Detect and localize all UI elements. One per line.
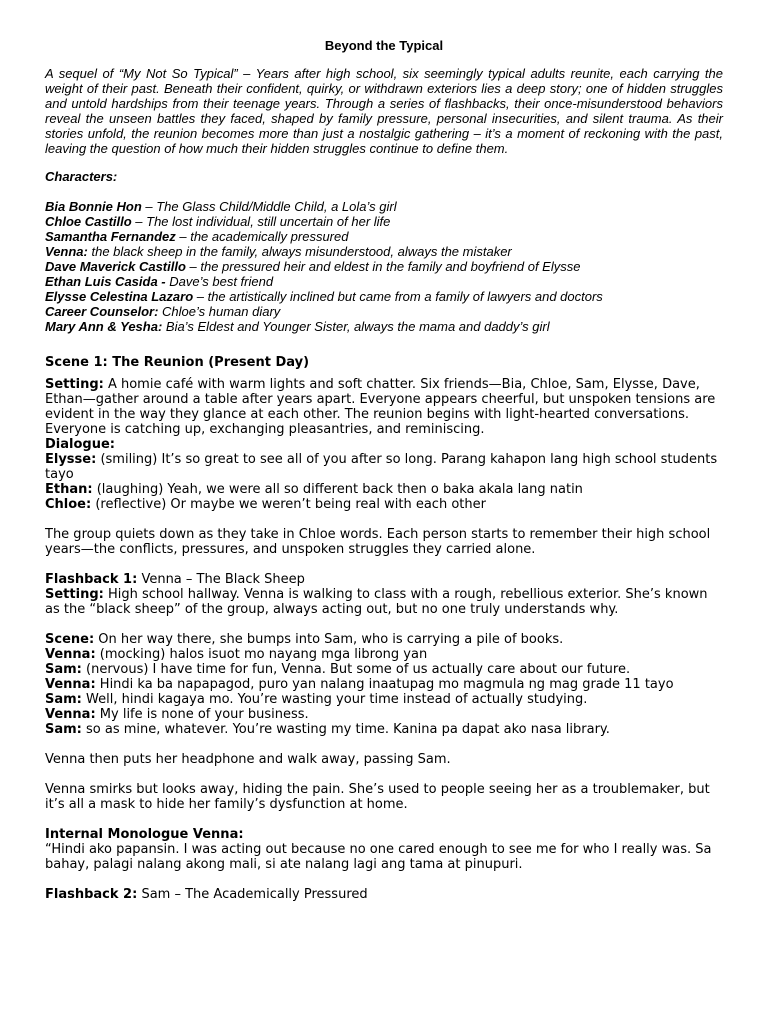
line-text: Well, hindi kagaya mo. You’re wasting your time instead of actually studying.	[81, 692, 588, 707]
character-item	[45, 274, 723, 289]
spacer	[45, 512, 723, 527]
character-desc: Bia’s Eldest and Younger Sister, always the mama and daddy’s girl	[162, 319, 550, 334]
character-desc: the black sheep in the family, always misunderstood, always the mistaker	[87, 244, 512, 259]
flashback-label: Flashback 1:	[45, 572, 138, 587]
character-name: Samantha Fernandez	[45, 229, 176, 244]
speaker: Sam:	[45, 722, 82, 737]
flashback-title: Venna – The Black Sheep	[137, 572, 305, 587]
character-item	[45, 259, 723, 274]
scene1-narration: The group quiets down as they take in Chloe words. Each person starts to remember their high school years—the conflicts, pressures, and unspoken struggles they carried alone.	[45, 527, 711, 557]
character-desc: – The lost individual, still uncertain of her life	[131, 214, 391, 229]
flashback1-narration-2: Venna smirks but looks away, hiding the pain. She’s used to people seeing her as a troublemaker, but it’s all a mask to hide her family’s dysfunction at home.	[45, 782, 710, 812]
character-item	[45, 244, 723, 259]
character-item	[45, 229, 723, 244]
dialogue-line	[45, 692, 723, 707]
scene1-heading: Scene 1: The Reunion (Present Day)	[45, 355, 310, 370]
speaker: Chloe:	[45, 497, 92, 512]
dialogue-label: Dialogue:	[45, 437, 115, 452]
speaker: Sam:	[45, 692, 82, 707]
line-text: My life is none of your business.	[95, 707, 309, 722]
spacer	[45, 872, 723, 887]
flashback1-scene	[45, 632, 723, 647]
character-name: Chloe Castillo	[45, 214, 132, 229]
dialogue-line	[45, 647, 723, 662]
dialogue-line	[45, 482, 723, 497]
character-item	[45, 289, 723, 304]
script-body	[45, 355, 723, 902]
dialogue-line	[45, 452, 723, 482]
spacer	[45, 370, 723, 377]
monologue-label: Internal Monologue Venna:	[45, 827, 244, 842]
speaker: Ethan:	[45, 482, 93, 497]
speaker: Venna:	[45, 677, 96, 692]
line-text: (laughing) Yeah, we were all so different back then o baka akala lang natin	[92, 482, 583, 497]
character-desc: – The Glass Child/Middle Child, a Lola’s girl	[141, 199, 397, 214]
spacer	[45, 557, 723, 572]
speaker: Elysse:	[45, 452, 97, 467]
flashback1-heading	[45, 572, 723, 587]
setting-label: Setting:	[45, 587, 104, 602]
character-name: Dave Maverick Castillo	[45, 259, 186, 274]
line-text: (nervous) I have time for fun, Venna. But some of us actually care about our future.	[81, 662, 631, 677]
character-list	[45, 199, 723, 334]
character-name: Bia Bonnie Hon	[45, 199, 142, 214]
scene1-setting	[45, 377, 723, 437]
document-title: Beyond the Typical	[324, 38, 444, 53]
character-name: Elysse Celestina Lazaro	[45, 289, 194, 304]
scene-text: On her way there, she bumps into Sam, who is carrying a pile of books.	[94, 632, 564, 647]
spacer	[45, 617, 723, 632]
setting-text: A homie café with warm lights and soft chatter. Six friends—Bia, Chloe, Sam, Elysse, Dave, Ethan—gather around a table after years apart. Everyone appears cheerful, but unspoken tensions are evident in the way they glance at each other. The reunion begins with light-hearted conversations. Everyone is catching up, exchanging pleasantries, and reminiscing.	[45, 377, 716, 437]
character-desc: Dave’s best friend	[165, 274, 274, 289]
character-item	[45, 319, 723, 334]
dialogue-line	[45, 707, 723, 722]
characters-heading: Characters:	[45, 169, 118, 184]
spacer	[45, 737, 723, 752]
character-desc: – the academically pressured	[175, 229, 349, 244]
character-name: Venna:	[45, 244, 88, 259]
line-text: (mocking) halos isuot mo nayang mga librong yan	[95, 647, 428, 662]
setting-label: Setting:	[45, 377, 104, 392]
document-body	[45, 38, 723, 902]
flashback-title: Sam – The Academically Pressured	[137, 887, 368, 902]
character-item	[45, 304, 723, 319]
speaker: Venna:	[45, 647, 96, 662]
spacer	[45, 334, 723, 355]
line-text: so as mine, whatever. You’re wasting my time. Kanina pa dapat ako nasa library.	[81, 722, 610, 737]
speaker: Sam:	[45, 662, 82, 677]
flashback-label: Flashback 2:	[45, 887, 138, 902]
line-text: (reflective) Or maybe we weren’t being real with each other	[91, 497, 486, 512]
character-item	[45, 214, 723, 229]
flashback2-heading	[45, 887, 723, 902]
monologue-text: “Hindi ako papansin. I was acting out because no one cared enough to see me for who I really was. Sa bahay, palagi nalang akong mali, si ate nalang lagi ang tama at pinupuri.	[45, 842, 712, 872]
line-text: Hindi ka ba napapagod, puro yan nalang inaatupag mo magmula ng mag grade 11 tayo	[95, 677, 674, 692]
character-desc: – the artistically inclined but came from a family of lawyers and doctors	[193, 289, 603, 304]
character-name: Career Counselor:	[45, 304, 159, 319]
flashback1-narration-1: Venna then puts her headphone and walk away, passing Sam.	[45, 752, 451, 767]
spacer	[45, 812, 723, 827]
character-name: Ethan Luis Casida -	[45, 274, 166, 289]
setting-text: High school hallway. Venna is walking to class with a rough, rebellious exterior. She’s known as the “black sheep” of the group, always acting out, but no one truly understands why.	[45, 587, 708, 617]
character-name: Mary Ann & Yesha:	[45, 319, 163, 334]
dialogue-line	[45, 497, 723, 512]
dialogue-line	[45, 677, 723, 692]
line-text: (smiling) It’s so great to see all of you after so long. Parang kahapon lang high school students tayo	[45, 452, 718, 482]
synopsis-paragraph: A sequel of “My Not So Typical” – Years after high school, six seemingly typical adults reunite, each carrying the weight of their past. Beneath their confident, quirky, or withdrawn exteriors lies a deep story; one of hidden struggles and untold hardships from their teenage years. Through a series of flashbacks, their once-misunderstood behaviors reveal the unseen battles they faced, shaped by family pressure, personal insecurities, and silent trauma. As their stories unfold, the reunion becomes more than just a nostalgic gathering – it’s a moment of reckoning with the past, leaving the question of how much their hidden struggles continue to define them.	[45, 66, 723, 156]
character-desc: Chloe’s human diary	[158, 304, 281, 319]
flashback1-setting	[45, 587, 723, 617]
scene-label: Scene:	[45, 632, 95, 647]
spacer	[45, 767, 723, 782]
character-desc: – the pressured heir and eldest in the family and boyfriend of Elysse	[185, 259, 581, 274]
speaker: Venna:	[45, 707, 96, 722]
dialogue-line	[45, 722, 723, 737]
character-item	[45, 199, 723, 214]
dialogue-line	[45, 662, 723, 677]
